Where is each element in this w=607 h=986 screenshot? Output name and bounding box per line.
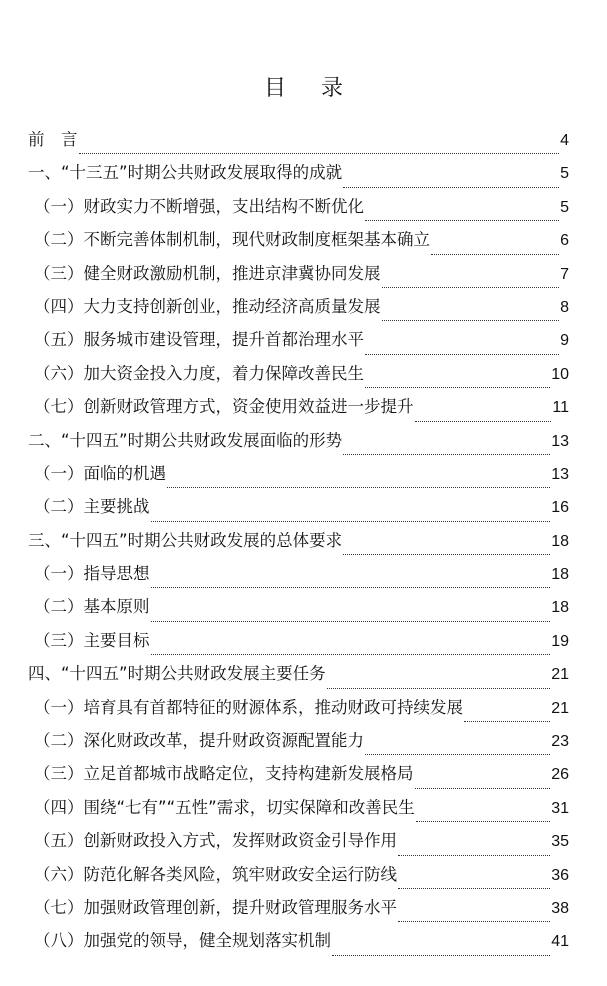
toc-entry-label: （一）培育具有首都特征的财源体系，推动财政可持续发展 xyxy=(34,697,463,717)
toc-entry[interactable] xyxy=(28,495,569,528)
toc-entry[interactable] xyxy=(28,796,569,829)
dot-leader xyxy=(151,620,551,622)
toc-entry-label: （三）主要目标 xyxy=(34,630,150,650)
dot-leader xyxy=(415,787,551,789)
toc-entry[interactable] xyxy=(28,929,569,962)
dot-leader xyxy=(151,586,551,588)
toc-entry-label: （一）面临的机遇 xyxy=(34,463,166,483)
toc-entry[interactable] xyxy=(28,161,569,194)
toc-entry-page: 13 xyxy=(551,432,569,450)
dot-leader xyxy=(416,820,551,822)
dot-leader xyxy=(151,520,551,522)
dot-leader xyxy=(382,319,560,321)
table-of-contents xyxy=(28,128,569,963)
toc-entry-page: 41 xyxy=(551,933,569,951)
toc-entry-label: 三、“十四五”时期公共财政发展的总体要求 xyxy=(28,530,343,550)
toc-entry-page: 18 xyxy=(551,532,569,550)
toc-entry-label: （三）健全财政激励机制，推进京津冀协同发展 xyxy=(34,263,381,283)
toc-entry-label: （七）创新财政管理方式，资金使用效益进一步提升 xyxy=(34,397,414,417)
toc-entry-label: （八）加强党的领导，健全规划落实机制 xyxy=(34,931,331,951)
toc-entry-label: （五）创新财政投入方式，发挥财政资金引导作用 xyxy=(34,831,397,851)
toc-entry-page: 5 xyxy=(560,165,569,183)
dot-leader xyxy=(382,286,560,288)
toc-entry-label: （四）大力支持创新创业，推动经济高质量发展 xyxy=(34,296,381,316)
toc-entry[interactable] xyxy=(28,128,569,161)
dot-leader xyxy=(79,152,560,154)
toc-entry[interactable] xyxy=(28,829,569,862)
dot-leader xyxy=(464,720,550,722)
toc-entry-page: 23 xyxy=(551,733,569,751)
toc-entry-page: 36 xyxy=(551,866,569,884)
page-title: 目 录 xyxy=(264,75,357,101)
toc-entry-page: 8 xyxy=(560,298,569,316)
toc-entry[interactable] xyxy=(28,863,569,896)
toc-entry-page: 35 xyxy=(551,833,569,851)
dot-leader xyxy=(398,854,550,856)
toc-entry-page: 6 xyxy=(560,232,569,250)
toc-entry[interactable] xyxy=(28,662,569,695)
toc-entry-label: 四、“十四五”时期公共财政发展主要任务 xyxy=(28,664,326,684)
toc-entry-label: （六）防范化解各类风险，筑牢财政安全运行防线 xyxy=(34,864,397,884)
toc-entry-page: 11 xyxy=(552,399,569,417)
toc-entry-label: 一、“十三五”时期公共财政发展取得的成就 xyxy=(28,163,343,183)
toc-entry-label: （二）不断完善体制机制，现代财政制度框架基本确立 xyxy=(34,230,430,250)
dot-leader xyxy=(398,887,550,889)
dot-leader xyxy=(167,486,550,488)
dot-leader xyxy=(327,687,551,689)
toc-entry[interactable] xyxy=(28,595,569,628)
toc-entry-page: 18 xyxy=(551,566,569,584)
toc-entry[interactable] xyxy=(28,629,569,662)
dot-leader xyxy=(343,453,550,455)
toc-entry-page: 5 xyxy=(560,198,569,216)
toc-entry[interactable] xyxy=(28,729,569,762)
toc-entry[interactable] xyxy=(28,262,569,295)
toc-entry-label: 二、“十四五”时期公共财政发展面临的形势 xyxy=(28,430,343,450)
toc-entry[interactable] xyxy=(28,395,569,428)
toc-entry-page: 31 xyxy=(551,799,569,817)
toc-entry-label: （四）围绕“七有”“五性”需求，切实保障和改善民生 xyxy=(34,797,415,817)
toc-entry-label: （二）深化财政改革，提升财政资源配置能力 xyxy=(34,731,364,751)
toc-entry-page: 10 xyxy=(551,365,569,383)
dot-leader xyxy=(365,386,550,388)
dot-leader xyxy=(365,753,550,755)
toc-entry[interactable] xyxy=(28,696,569,729)
dot-leader xyxy=(343,553,550,555)
toc-entry[interactable] xyxy=(28,195,569,228)
toc-entry-page: 38 xyxy=(551,899,569,917)
toc-entry-label: 前 言 xyxy=(28,130,78,149)
dot-leader xyxy=(365,219,559,221)
toc-entry[interactable] xyxy=(28,228,569,261)
toc-entry[interactable] xyxy=(28,328,569,361)
toc-entry[interactable] xyxy=(28,462,569,495)
toc-entry-page: 4 xyxy=(560,132,569,149)
toc-entry-label: （三）立足首都城市战略定位，支持构建新发展格局 xyxy=(34,764,414,784)
toc-entry-label: （五）服务城市建设管理，提升首都治理水平 xyxy=(34,330,364,350)
toc-entry-page: 13 xyxy=(551,465,569,483)
dot-leader xyxy=(151,653,551,655)
toc-entry-label: （二）基本原则 xyxy=(34,597,150,617)
toc-entry[interactable] xyxy=(28,362,569,395)
toc-entry[interactable] xyxy=(28,529,569,562)
toc-entry[interactable] xyxy=(28,762,569,795)
toc-entry-page: 18 xyxy=(551,599,569,617)
toc-entry[interactable] xyxy=(28,295,569,328)
toc-entry-page: 7 xyxy=(560,265,569,283)
toc-entry-page: 16 xyxy=(551,499,569,517)
toc-entry-page: 21 xyxy=(551,666,569,684)
toc-entry-label: （六）加大资金投入力度，着力保障改善民生 xyxy=(34,363,364,383)
toc-entry[interactable] xyxy=(28,562,569,595)
toc-entry-label: （一）财政实力不断增强，支出结构不断优化 xyxy=(34,196,364,216)
dot-leader xyxy=(398,920,550,922)
toc-entry-page: 19 xyxy=(551,632,569,650)
toc-entry[interactable] xyxy=(28,896,569,929)
dot-leader xyxy=(343,186,559,188)
toc-entry-page: 9 xyxy=(560,332,569,350)
toc-entry-label: （七）加强财政管理创新，提升财政管理服务水平 xyxy=(34,897,397,917)
toc-entry-label: （一）指导思想 xyxy=(34,564,150,584)
dot-leader xyxy=(415,420,552,422)
dot-leader xyxy=(332,954,550,956)
dot-leader xyxy=(431,253,559,255)
toc-entry-label: （二）主要挑战 xyxy=(34,497,150,517)
dot-leader xyxy=(365,353,559,355)
toc-entry[interactable] xyxy=(28,429,569,462)
toc-entry-page: 26 xyxy=(551,766,569,784)
toc-entry-page: 21 xyxy=(551,699,569,717)
